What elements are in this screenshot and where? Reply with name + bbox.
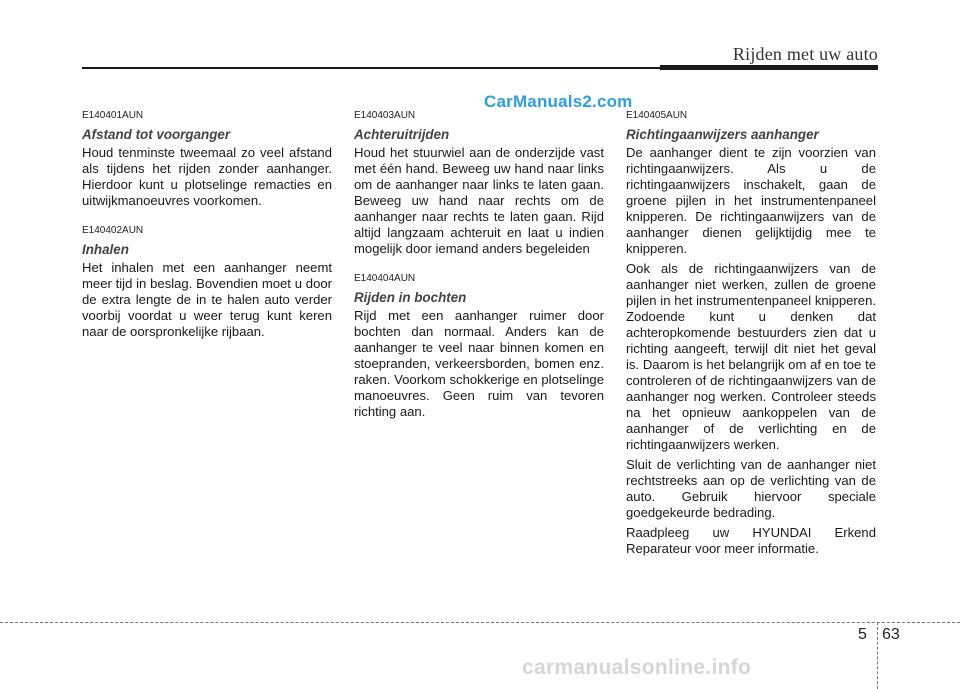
section-paragraph: Het inhalen met een aanhanger neemt meer tijd in beslag. Bovendien moet u door de extra lengte de in te halen auto verder voorbij voordat u weer terug kunt keren naar de oorspronkelijke rijbaan. (82, 260, 332, 339)
section-cornering (354, 273, 604, 420)
section-paragraph: De aanhanger dient te zijn voorzien van richtingaanwijzers. Als u de richtingaanwijzers inschakelt, gaan de groene pijlen in het instrumentenpaneel knipperen. De richtingaanwijzers van de aanhanger dienen gelijktijdig mee te knipperen. (626, 145, 876, 256)
footer-vertical-divider (877, 622, 878, 689)
watermark-bottom: carmanualsonline.info (522, 656, 752, 679)
section-overtaking (82, 225, 332, 340)
section-code: E140402AUN (82, 225, 144, 236)
section-heading: Rijden in bochten (354, 290, 467, 305)
column-middle (354, 108, 604, 436)
section-paragraph: Raadpleeg uw HYUNDAI Erkend Reparateur voor meer informatie. (626, 525, 876, 556)
column-left (82, 108, 332, 356)
section-heading: Inhalen (82, 242, 129, 257)
section-heading: Richtingaanwijzers aanhanger (626, 127, 819, 142)
section-heading: Afstand tot voorganger (82, 127, 231, 142)
section-paragraph: Sluit de verlichting van de aanhanger niet rechtstreeks aan op de verlichting van de auto. Gebruik hiervoor speciale goedgekeurde bedrading. (626, 457, 876, 520)
section-following-distance (82, 110, 332, 209)
section-paragraph: Houd het stuurwiel aan de onderzijde vast met één hand. Beweeg uw hand naar links om de aanhanger naar links te laten gaan. Beweeg uw hand naar rechts om de aanhanger naar rechts te laten gaan. Rijd altijd langzaam achteruit en laat u indien mogelijk door iemand anders begeleiden (354, 145, 604, 256)
section-code: E140404AUN (354, 273, 416, 284)
section-code: E140401AUN (82, 110, 144, 121)
chapter-number: 5 (858, 626, 867, 643)
watermark-top: CarManuals2.com (484, 92, 633, 111)
chapter-title: Rijden met uw auto (732, 44, 878, 64)
header-rule-accent (660, 65, 878, 70)
footer-divider (0, 622, 960, 623)
section-paragraph: Ook als de richtingaanwijzers van de aanhanger niet werken, zullen de groene pijlen in het instrumentenpaneel knipperen. Zodoende kunt u denken dat achteropkomende bestuurders zien dat u richting aangeeft, terwijl dit niet het geval is. Daarom is het belangrijk om af en toe te controleren of de richtingaanwijzers van de aanhanger nog werken. Controleer steeds na het opnieuw aankoppelen van de aanhanger of de verlichting en de richtingaanwijzers werken. (626, 261, 876, 452)
section-heading: Achteruitrijden (354, 127, 450, 142)
section-reversing (354, 110, 604, 257)
section-paragraph: Houd tenminste tweemaal zo veel afstand als tijdens het rijden zonder aanhanger. Hierdoor kunt u plotselinge remacties en uitwijkmanoeuvres voorkomen. (82, 145, 332, 208)
section-trailer-indicators (626, 110, 876, 557)
section-paragraph: Rijd met een aanhanger ruimer door bochten dan normaal. Anders kan de aanhanger te veel naar binnen komen en stoepranden, verkeersborden, bomen enz. raken. Voorkom schokkerige en plotselinge manoeuvres. Geen ruim van tevoren richting aan. (354, 308, 604, 419)
section-code: E140405AUN (626, 110, 688, 121)
page-number: 63 (882, 626, 900, 643)
section-code: E140403AUN (354, 110, 416, 121)
column-right (626, 108, 876, 573)
